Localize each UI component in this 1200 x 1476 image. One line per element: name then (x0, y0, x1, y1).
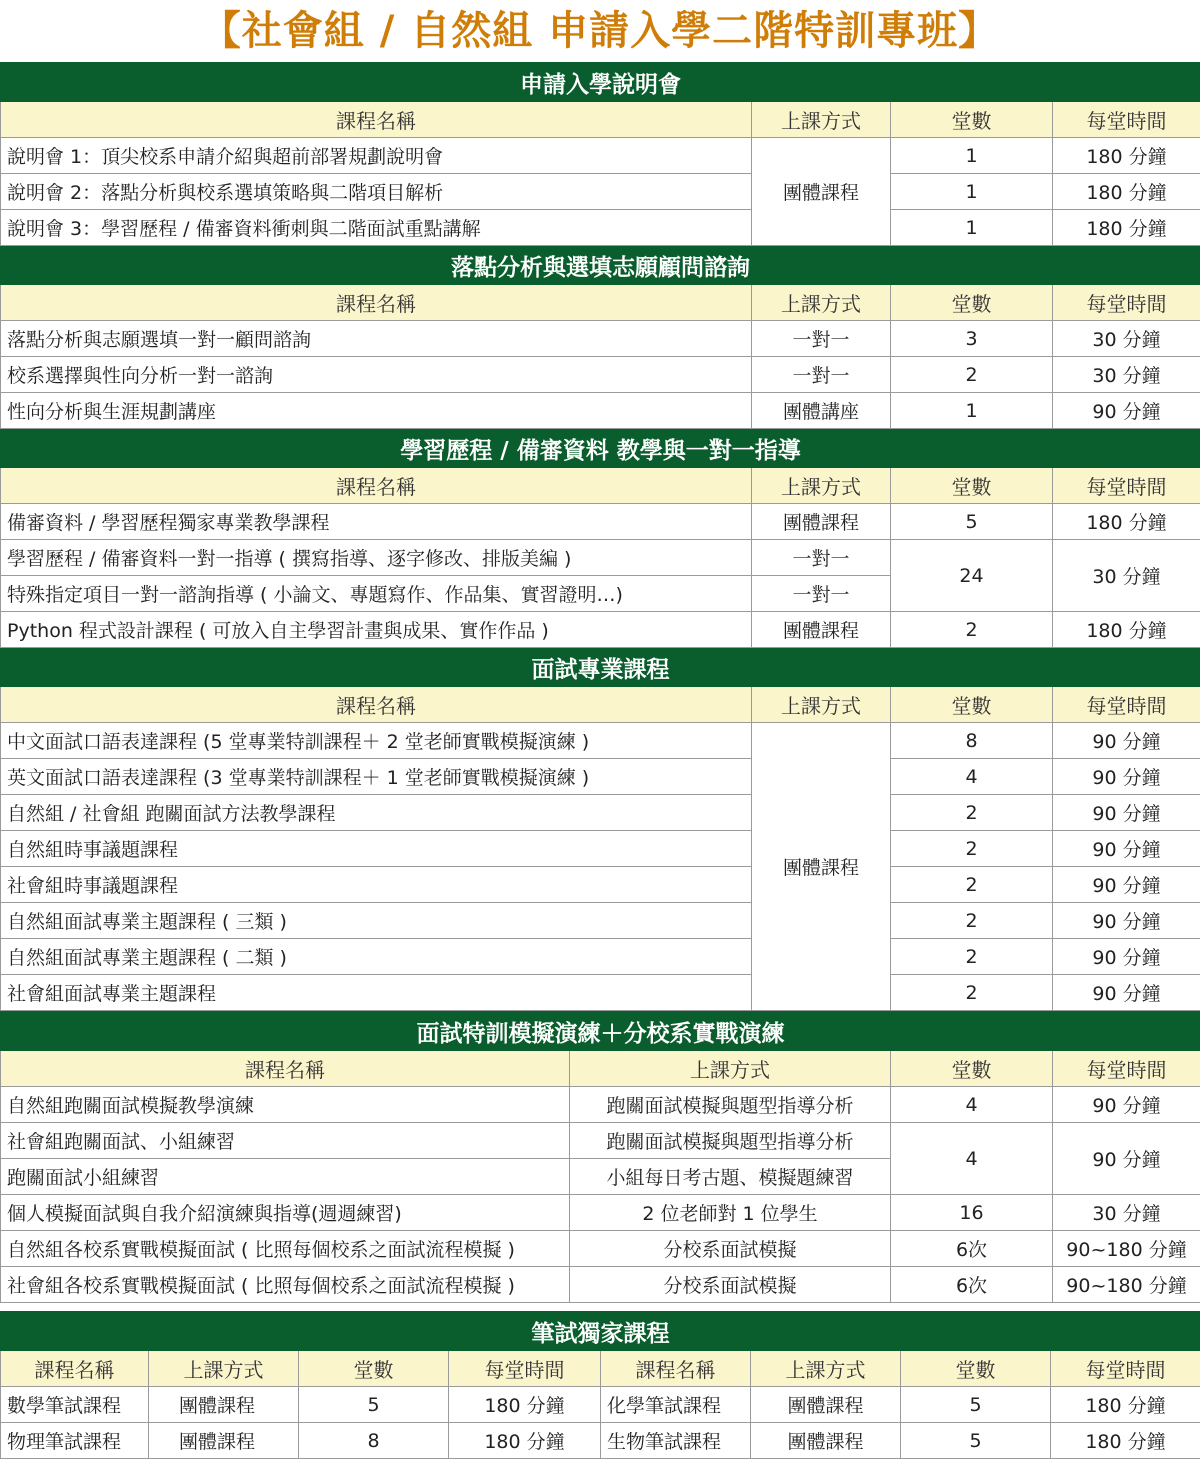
course-name: 備審資料 / 學習歷程獨家專業教學課程 (1, 504, 752, 540)
course-method: 一對一 (752, 357, 891, 393)
header-count: 堂數 (891, 1051, 1053, 1087)
header-count: 堂數 (891, 687, 1053, 723)
table-row (1, 1123, 1200, 1159)
course-name: 社會組時事議題課程 (1, 867, 752, 903)
course-count: 5 (901, 1423, 1051, 1459)
section-title: 落點分析與選填志願顧問諮詢 (1, 246, 1200, 285)
header-method: 上課方式 (752, 285, 891, 321)
course-time: 30 分鐘 (1053, 357, 1200, 393)
column-header-row (1, 687, 1200, 723)
header-method: 上課方式 (752, 102, 891, 138)
header-time: 每堂時間 (449, 1351, 601, 1387)
course-time: 180 分鐘 (449, 1387, 601, 1423)
course-method: 團體課程 (752, 612, 891, 648)
course-name: 物理筆試課程 (1, 1423, 149, 1459)
course-count: 3 (891, 321, 1053, 357)
course-name: 個人模擬面試與自我介紹演練與指導(週週練習) (1, 1195, 570, 1231)
table-row (1, 1267, 1200, 1303)
course-time: 180 分鐘 (449, 1423, 601, 1459)
course-method: 2 位老師對 1 位學生 (570, 1195, 891, 1231)
course-time: 30 分鐘 (1053, 540, 1200, 612)
table-row (1, 975, 1200, 1011)
header-time: 每堂時間 (1053, 285, 1200, 321)
course-time: 90 分鐘 (1053, 975, 1200, 1011)
course-method: 跑關面試模擬與題型指導分析 (570, 1087, 891, 1123)
header-count: 堂數 (299, 1351, 449, 1387)
header-time: 每堂時間 (1051, 1351, 1200, 1387)
course-time: 90 分鐘 (1053, 867, 1200, 903)
section-header (1, 246, 1200, 285)
section-title: 筆試獨家課程 (1, 1312, 1200, 1351)
course-time: 90 分鐘 (1053, 759, 1200, 795)
course-count: 4 (891, 759, 1053, 795)
course-method: 團體課程 (751, 1387, 901, 1423)
table-row (1, 759, 1200, 795)
course-count: 2 (891, 903, 1053, 939)
course-name: 自然組面試專業主題課程 ( 二類 ) (1, 939, 752, 975)
course-time: 180 分鐘 (1053, 210, 1200, 246)
course-count: 16 (891, 1195, 1053, 1231)
course-time: 90 分鐘 (1053, 795, 1200, 831)
course-count: 5 (299, 1387, 449, 1423)
header-method: 上課方式 (752, 468, 891, 504)
course-method: 分校系面試模擬 (570, 1231, 891, 1267)
course-method: 一對一 (752, 576, 891, 612)
course-method: 跑關面試模擬與題型指導分析 (570, 1123, 891, 1159)
course-time: 90 分鐘 (1053, 1123, 1200, 1195)
table-row (1, 831, 1200, 867)
course-name: 說明會 2：落點分析與校系選填策略與二階項目解析 (1, 174, 752, 210)
course-name: 落點分析與志願選填一對一顧問諮詢 (1, 321, 752, 357)
course-name: 說明會 1：頂尖校系申請介紹與超前部署規劃說明會 (1, 138, 752, 174)
course-count: 2 (891, 795, 1053, 831)
header-count: 堂數 (891, 285, 1053, 321)
section-header (1, 1312, 1200, 1351)
header-count: 堂數 (891, 468, 1053, 504)
course-count: 1 (891, 393, 1053, 429)
course-name: 數學筆試課程 (1, 1387, 149, 1423)
course-method: 小組每日考古題、模擬題練習 (570, 1159, 891, 1195)
course-time: 30 分鐘 (1053, 1195, 1200, 1231)
course-count: 2 (891, 939, 1053, 975)
course-method: 分校系面試模擬 (570, 1267, 891, 1303)
course-table-main (0, 62, 1200, 1011)
table-row (1, 1195, 1200, 1231)
table-row (1, 357, 1200, 393)
header-method: 上課方式 (570, 1051, 891, 1087)
course-count: 1 (891, 210, 1053, 246)
course-count: 2 (891, 357, 1053, 393)
section-header (1, 1012, 1200, 1051)
course-count: 4 (891, 1087, 1053, 1123)
course-name: 自然組跑關面試模擬教學演練 (1, 1087, 570, 1123)
section-header (1, 63, 1200, 102)
course-time: 90 分鐘 (1053, 393, 1200, 429)
header-time: 每堂時間 (1053, 1051, 1200, 1087)
header-method: 上課方式 (149, 1351, 299, 1387)
course-method: 團體課程 (149, 1423, 299, 1459)
course-name: 社會組面試專業主題課程 (1, 975, 752, 1011)
section-title: 申請入學說明會 (1, 63, 1200, 102)
page-title: 【社會組 / 自然組 申請入學二階特訓專班】 (200, 8, 1000, 54)
course-method: 團體講座 (752, 393, 891, 429)
course-time: 180 分鐘 (1053, 174, 1200, 210)
course-count: 2 (891, 867, 1053, 903)
table-row (1, 903, 1200, 939)
course-count: 2 (891, 831, 1053, 867)
course-count: 5 (891, 504, 1053, 540)
header-method: 上課方式 (752, 687, 891, 723)
course-count: 2 (891, 612, 1053, 648)
table-row (1, 723, 1200, 759)
section-title: 學習歷程 / 備審資料 教學與一對一指導 (1, 429, 1200, 468)
header-name: 課程名稱 (1, 687, 752, 723)
course-count: 2 (891, 975, 1053, 1011)
course-time: 180 分鐘 (1053, 138, 1200, 174)
course-name: 校系選擇與性向分析一對一諮詢 (1, 357, 752, 393)
course-method: 團體課程 (149, 1387, 299, 1423)
course-name: 社會組各校系實戰模擬面試 ( 比照每個校系之面試流程模擬 ) (1, 1267, 570, 1303)
column-header-row (1, 1351, 1200, 1387)
column-header-row (1, 285, 1200, 321)
table-row (1, 939, 1200, 975)
course-count: 1 (891, 138, 1053, 174)
course-count: 8 (891, 723, 1053, 759)
table-row (1, 612, 1200, 648)
course-time: 180 分鐘 (1053, 504, 1200, 540)
course-count: 8 (299, 1423, 449, 1459)
course-name: 生物筆試課程 (601, 1423, 751, 1459)
course-count: 4 (891, 1123, 1053, 1195)
course-time: 180 分鐘 (1051, 1387, 1200, 1423)
course-name: 自然組各校系實戰模擬面試 ( 比照每個校系之面試流程模擬 ) (1, 1231, 570, 1267)
table-row (1, 174, 1200, 210)
course-time: 90 分鐘 (1053, 903, 1200, 939)
table-row (1, 210, 1200, 246)
table-row (1, 393, 1200, 429)
section-header (1, 648, 1200, 687)
header-method: 上課方式 (751, 1351, 901, 1387)
header-count: 堂數 (901, 1351, 1051, 1387)
course-table-written (0, 1311, 1200, 1459)
table-row (1, 504, 1200, 540)
course-table-mock (0, 1011, 1200, 1303)
header-name: 課程名稱 (1, 468, 752, 504)
table-row (1, 867, 1200, 903)
header-time: 每堂時間 (1053, 102, 1200, 138)
course-name: 性向分析與生涯規劃講座 (1, 393, 752, 429)
course-time: 90 分鐘 (1053, 1087, 1200, 1123)
course-name: 跑關面試小組練習 (1, 1159, 570, 1195)
course-method: 團體課程 (751, 1423, 901, 1459)
table-row (1, 540, 1200, 576)
section-title: 面試專業課程 (1, 648, 1200, 687)
course-time: 180 分鐘 (1051, 1423, 1200, 1459)
course-count: 6次 (891, 1231, 1053, 1267)
course-count: 6次 (891, 1267, 1053, 1303)
course-name: 英文面試口語表達課程 (3 堂專業特訓課程＋ 1 堂老師實戰模擬演練 ) (1, 759, 752, 795)
course-time: 90 分鐘 (1053, 939, 1200, 975)
table-row (1, 138, 1200, 174)
course-method: 一對一 (752, 321, 891, 357)
course-name: Python 程式設計課程 ( 可放入自主學習計畫與成果、實作作品 ) (1, 612, 752, 648)
course-time: 90~180 分鐘 (1053, 1231, 1200, 1267)
header-name: 課程名稱 (601, 1351, 751, 1387)
course-name: 社會組跑關面試、小組練習 (1, 1123, 570, 1159)
header-time: 每堂時間 (1053, 468, 1200, 504)
course-count: 5 (901, 1387, 1051, 1423)
table-row (1, 321, 1200, 357)
header-name: 課程名稱 (1, 1351, 149, 1387)
course-count: 1 (891, 174, 1053, 210)
table-row (1, 1387, 1200, 1423)
course-name: 說明會 3：學習歷程 / 備審資料衝刺與二階面試重點講解 (1, 210, 752, 246)
section-header (1, 429, 1200, 468)
course-count: 24 (891, 540, 1053, 612)
course-name: 自然組時事議題課程 (1, 831, 752, 867)
course-name: 化學筆試課程 (601, 1387, 751, 1423)
table-row (1, 1231, 1200, 1267)
table-row (1, 1423, 1200, 1459)
course-time: 30 分鐘 (1053, 321, 1200, 357)
course-name: 自然組面試專業主題課程 ( 三類 ) (1, 903, 752, 939)
course-time: 90 分鐘 (1053, 723, 1200, 759)
column-header-row (1, 102, 1200, 138)
course-name: 特殊指定項目一對一諮詢指導 ( 小論文、專題寫作、作品集、實習證明…) (1, 576, 752, 612)
header-time: 每堂時間 (1053, 687, 1200, 723)
header-count: 堂數 (891, 102, 1053, 138)
header-name: 課程名稱 (1, 1051, 570, 1087)
course-name: 自然組 / 社會組 跑關面試方法教學課程 (1, 795, 752, 831)
table-row (1, 795, 1200, 831)
course-method: 一對一 (752, 540, 891, 576)
column-header-row (1, 1051, 1200, 1087)
course-name: 中文面試口語表達課程 (5 堂專業特訓課程＋ 2 堂老師實戰模擬演練 ) (1, 723, 752, 759)
course-time: 90 分鐘 (1053, 831, 1200, 867)
course-time: 90~180 分鐘 (1053, 1267, 1200, 1303)
header-name: 課程名稱 (1, 102, 752, 138)
course-time: 180 分鐘 (1053, 612, 1200, 648)
table-row (1, 1087, 1200, 1123)
header-name: 課程名稱 (1, 285, 752, 321)
course-method: 團體課程 (752, 138, 891, 246)
course-method: 團體課程 (752, 723, 891, 1011)
course-name: 學習歷程 / 備審資料一對一指導 ( 撰寫指導、逐字修改、排版美編 ) (1, 540, 752, 576)
section-title: 面試特訓模擬演練＋分校系實戰演練 (1, 1012, 1200, 1051)
course-method: 團體課程 (752, 504, 891, 540)
column-header-row (1, 468, 1200, 504)
